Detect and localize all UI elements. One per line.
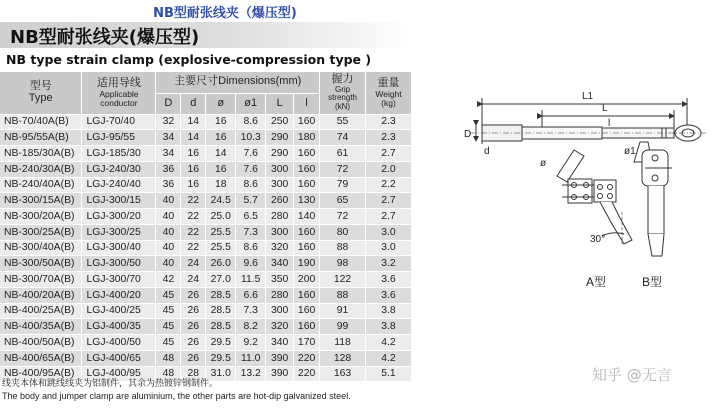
table-cell: NB-240/30A(B)	[0, 161, 82, 177]
table-cell: 2.0	[366, 161, 412, 177]
strain-clamp-drawing	[462, 84, 714, 296]
table-cell: 45	[156, 303, 181, 319]
spec-table	[0, 72, 412, 382]
header-conductor: 适用导线 Applicable conductor	[82, 72, 156, 114]
table-cell: 390	[266, 366, 294, 382]
table-cell: 220	[294, 350, 320, 366]
table-cell: 160	[294, 240, 320, 256]
table-cell: 16	[181, 177, 206, 193]
table-cell: 45	[156, 319, 181, 335]
watermark: 知乎 @无言	[592, 366, 672, 384]
table-cell: 25.5	[206, 224, 236, 240]
dim-label-L1: L1	[582, 91, 594, 102]
table-cell: 160	[294, 287, 320, 303]
table-cell: 3.2	[366, 256, 412, 272]
header-dim-1: D	[156, 93, 181, 114]
table-row	[0, 240, 412, 256]
table-cell: 48	[156, 366, 181, 382]
table-cell: LGJ-240/30	[82, 161, 156, 177]
table-cell: 36	[156, 177, 181, 193]
header-dim-4: ø1	[236, 93, 266, 114]
table-cell: 320	[266, 240, 294, 256]
header-weight: 重量 Weight (kg)	[366, 72, 412, 114]
table-cell: LGJ-95/55	[82, 130, 156, 146]
table-cell: 22	[181, 224, 206, 240]
table-cell: NB-300/20A(B)	[0, 209, 82, 225]
table-cell: 280	[266, 287, 294, 303]
table-cell: 3.0	[366, 240, 412, 256]
table-cell: LGJ-400/65	[82, 350, 156, 366]
table-cell: 28	[181, 366, 206, 382]
table-cell: 300	[266, 303, 294, 319]
table-cell: 2.2	[366, 177, 412, 193]
table-row	[0, 350, 412, 366]
table-cell: 290	[266, 130, 294, 146]
table-cell: LGJ-400/50	[82, 335, 156, 351]
table-cell: 80	[320, 224, 366, 240]
table-row	[0, 130, 412, 146]
table-cell: 4.2	[366, 350, 412, 366]
table-cell: 34	[156, 130, 181, 146]
table-row	[0, 193, 412, 209]
table-cell: 14	[181, 114, 206, 130]
table-cell: 99	[320, 319, 366, 335]
table-cell: 18	[206, 177, 236, 193]
table-cell: 13.2	[236, 366, 266, 382]
table-cell: 45	[156, 287, 181, 303]
table-row	[0, 335, 412, 351]
header-dimensions: 主要尺寸Dimensions(mm)	[156, 72, 320, 93]
table-cell: 34	[156, 146, 181, 162]
table-cell: 6.6	[236, 287, 266, 303]
table-cell: 26	[181, 303, 206, 319]
table-cell: 26	[181, 350, 206, 366]
table-cell: 5.1	[366, 366, 412, 382]
table-cell: 27.0	[206, 272, 236, 288]
table-cell: 300	[266, 161, 294, 177]
table-cell: 26	[181, 287, 206, 303]
table-row	[0, 287, 412, 303]
dim-label-d: d	[484, 146, 490, 157]
table-cell: 3.8	[366, 303, 412, 319]
table-cell: NB-300/40A(B)	[0, 240, 82, 256]
table-cell: 9.2	[236, 335, 266, 351]
table-cell: 130	[294, 193, 320, 209]
table-cell: 3.0	[366, 224, 412, 240]
table-cell: NB-300/25A(B)	[0, 224, 82, 240]
document-title: NB型耐张线夹（爆压型)	[153, 6, 297, 21]
table-cell: 26.0	[206, 256, 236, 272]
table-cell: 160	[294, 303, 320, 319]
table-cell: 340	[266, 335, 294, 351]
table-cell: 7.3	[236, 224, 266, 240]
footnote-english: The body and jumper clamp are aluminium, the other parts are hot-dip galvanized steel.	[2, 391, 351, 401]
table-cell: 160	[294, 319, 320, 335]
table-cell: 40	[156, 240, 181, 256]
table-cell: 40	[156, 224, 181, 240]
table-cell: 98	[320, 256, 366, 272]
table-cell: 22	[181, 240, 206, 256]
table-cell: 260	[266, 193, 294, 209]
table-cell: 88	[320, 287, 366, 303]
table-cell: 16	[206, 130, 236, 146]
table-cell: 61	[320, 146, 366, 162]
type-a-label: A型	[586, 275, 607, 289]
banner-title: NB型耐张线夹(爆压型)	[10, 27, 200, 48]
table-cell: 3.6	[366, 287, 412, 303]
table-cell: 160	[294, 177, 320, 193]
table-cell: 7.6	[236, 146, 266, 162]
table-cell: 7.6	[236, 161, 266, 177]
table-cell: 5.7	[236, 193, 266, 209]
table-cell: 40	[156, 193, 181, 209]
table-cell: NB-240/40A(B)	[0, 177, 82, 193]
table-cell: 190	[294, 256, 320, 272]
dim-label-l: l	[608, 118, 611, 129]
table-cell: 26	[181, 319, 206, 335]
table-row	[0, 161, 412, 177]
table-cell: 9.6	[236, 256, 266, 272]
table-cell: 29.5	[206, 335, 236, 351]
table-cell: 11.0	[236, 350, 266, 366]
table-cell: NB-400/35A(B)	[0, 319, 82, 335]
table-cell: 390	[266, 350, 294, 366]
table-row	[0, 209, 412, 225]
table-cell: 320	[266, 319, 294, 335]
table-row	[0, 177, 412, 193]
table-row	[0, 114, 412, 130]
dim-label-L: L	[602, 103, 608, 114]
table-cell: 16	[181, 146, 206, 162]
table-cell: LGJ-240/40	[82, 177, 156, 193]
type-b-label: B型	[642, 275, 663, 289]
table-cell: NB-95/55A(B)	[0, 130, 82, 146]
table-cell: LGJ-300/15	[82, 193, 156, 209]
table-cell: LGJ-300/70	[82, 272, 156, 288]
table-cell: LGJ-300/25	[82, 224, 156, 240]
table-cell: 16	[206, 161, 236, 177]
table-cell: 160	[294, 146, 320, 162]
header-dim-6: l	[294, 93, 320, 114]
table-cell: 55	[320, 114, 366, 130]
header-dim-2: d	[181, 93, 206, 114]
table-cell: 350	[266, 272, 294, 288]
table-cell: 6.5	[236, 209, 266, 225]
table-cell: 128	[320, 350, 366, 366]
table-cell: 11.5	[236, 272, 266, 288]
table-cell: 24	[181, 272, 206, 288]
table-cell: 8.6	[236, 114, 266, 130]
table-cell: LGJ-300/50	[82, 256, 156, 272]
table-row	[0, 224, 412, 240]
table-cell: 65	[320, 193, 366, 209]
table-cell: 91	[320, 303, 366, 319]
table-cell: NB-400/20A(B)	[0, 287, 82, 303]
table-cell: 340	[266, 256, 294, 272]
table-cell: 180	[294, 130, 320, 146]
table-cell: LGJ-300/20	[82, 209, 156, 225]
header-grip: 握力 Grip strength (kN)	[320, 72, 366, 114]
table-cell: 79	[320, 177, 366, 193]
table-cell: 22	[181, 193, 206, 209]
table-cell: 160	[294, 114, 320, 130]
footnote-chinese: 线夹本体和跳线线夹为铝制件，其余为热镀锌钢制件。	[2, 379, 219, 389]
table-cell: 28.5	[206, 303, 236, 319]
table-cell: 16	[181, 161, 206, 177]
table-cell: 24	[181, 256, 206, 272]
table-cell: 163	[320, 366, 366, 382]
table-cell: NB-400/50A(B)	[0, 335, 82, 351]
table-cell: 36	[156, 161, 181, 177]
table-cell: 32	[156, 114, 181, 130]
table-cell: LGJ-300/40	[82, 240, 156, 256]
header-dim-5: L	[266, 93, 294, 114]
table-cell: 300	[266, 224, 294, 240]
table-cell: 88	[320, 240, 366, 256]
table-row	[0, 146, 412, 162]
table-cell: 118	[320, 335, 366, 351]
table-cell: LGJ-400/95	[82, 366, 156, 382]
table-row	[0, 319, 412, 335]
table-cell: LGJ-185/30	[82, 146, 156, 162]
table-cell: NB-300/70A(B)	[0, 272, 82, 288]
dim-label-phi1: ø1	[624, 146, 636, 157]
dim-label-D: D	[464, 129, 472, 140]
title-banner	[0, 22, 413, 48]
table-cell: 40	[156, 209, 181, 225]
table-cell: 3.8	[366, 319, 412, 335]
table-cell: 8.6	[236, 177, 266, 193]
table-cell: 2.3	[366, 114, 412, 130]
header-type: 型号 Type	[0, 72, 82, 114]
angle-label: 30°	[590, 234, 606, 245]
table-cell: NB-400/25A(B)	[0, 303, 82, 319]
table-cell: 4.2	[366, 335, 412, 351]
table-cell: NB-70/40A(B)	[0, 114, 82, 130]
table-cell: 280	[266, 209, 294, 225]
table-cell: 42	[156, 272, 181, 288]
table-cell: 122	[320, 272, 366, 288]
table-cell: 200	[294, 272, 320, 288]
table-cell: 48	[156, 350, 181, 366]
table-row	[0, 256, 412, 272]
table-cell: 160	[294, 161, 320, 177]
table-cell: 16	[206, 114, 236, 130]
table-cell: 8.6	[236, 240, 266, 256]
table-cell: 14	[181, 130, 206, 146]
table-cell: 31.0	[206, 366, 236, 382]
table-cell: 300	[266, 177, 294, 193]
table-cell: 28.5	[206, 287, 236, 303]
table-cell: 72	[320, 161, 366, 177]
table-cell: 72	[320, 209, 366, 225]
table-cell: 45	[156, 335, 181, 351]
table-cell: NB-400/65A(B)	[0, 350, 82, 366]
table-cell: NB-185/30A(B)	[0, 146, 82, 162]
table-cell: 28.5	[206, 319, 236, 335]
table-cell: 290	[266, 146, 294, 162]
table-cell: 3.6	[366, 272, 412, 288]
table-cell: 170	[294, 335, 320, 351]
table-cell: LGJ-400/25	[82, 303, 156, 319]
table-cell: 160	[294, 224, 320, 240]
table-cell: LGJ-400/20	[82, 287, 156, 303]
table-cell: 8.2	[236, 319, 266, 335]
table-cell: 74	[320, 130, 366, 146]
table-cell: 25.0	[206, 209, 236, 225]
table-cell: 40	[156, 256, 181, 272]
table-cell: 29.5	[206, 350, 236, 366]
table-cell: 22	[181, 209, 206, 225]
table-cell: NB-300/15A(B)	[0, 193, 82, 209]
table-cell: 220	[294, 366, 320, 382]
table-cell: 2.3	[366, 130, 412, 146]
table-cell: 14	[206, 146, 236, 162]
english-subtitle: NB type strain clamp (explosive-compression type )	[6, 52, 372, 67]
table-cell: 2.7	[366, 193, 412, 209]
table-cell: 24.5	[206, 193, 236, 209]
table-cell: 2.7	[366, 209, 412, 225]
table-cell: 2.7	[366, 146, 412, 162]
table-cell: 250	[266, 114, 294, 130]
table-cell: 10.3	[236, 130, 266, 146]
table-cell: 140	[294, 209, 320, 225]
table-cell: NB-300/50A(B)	[0, 256, 82, 272]
table-row	[0, 272, 412, 288]
table-cell: LGJ-400/35	[82, 319, 156, 335]
dim-label-phi: ø	[540, 158, 547, 169]
table-row	[0, 303, 412, 319]
table-cell: 7.3	[236, 303, 266, 319]
table-cell: NB-400/95A(B)	[0, 366, 82, 382]
table-cell: LGJ-70/40	[82, 114, 156, 130]
table-cell: 25.5	[206, 240, 236, 256]
table-cell: 26	[181, 335, 206, 351]
header-dim-3: ø	[206, 93, 236, 114]
